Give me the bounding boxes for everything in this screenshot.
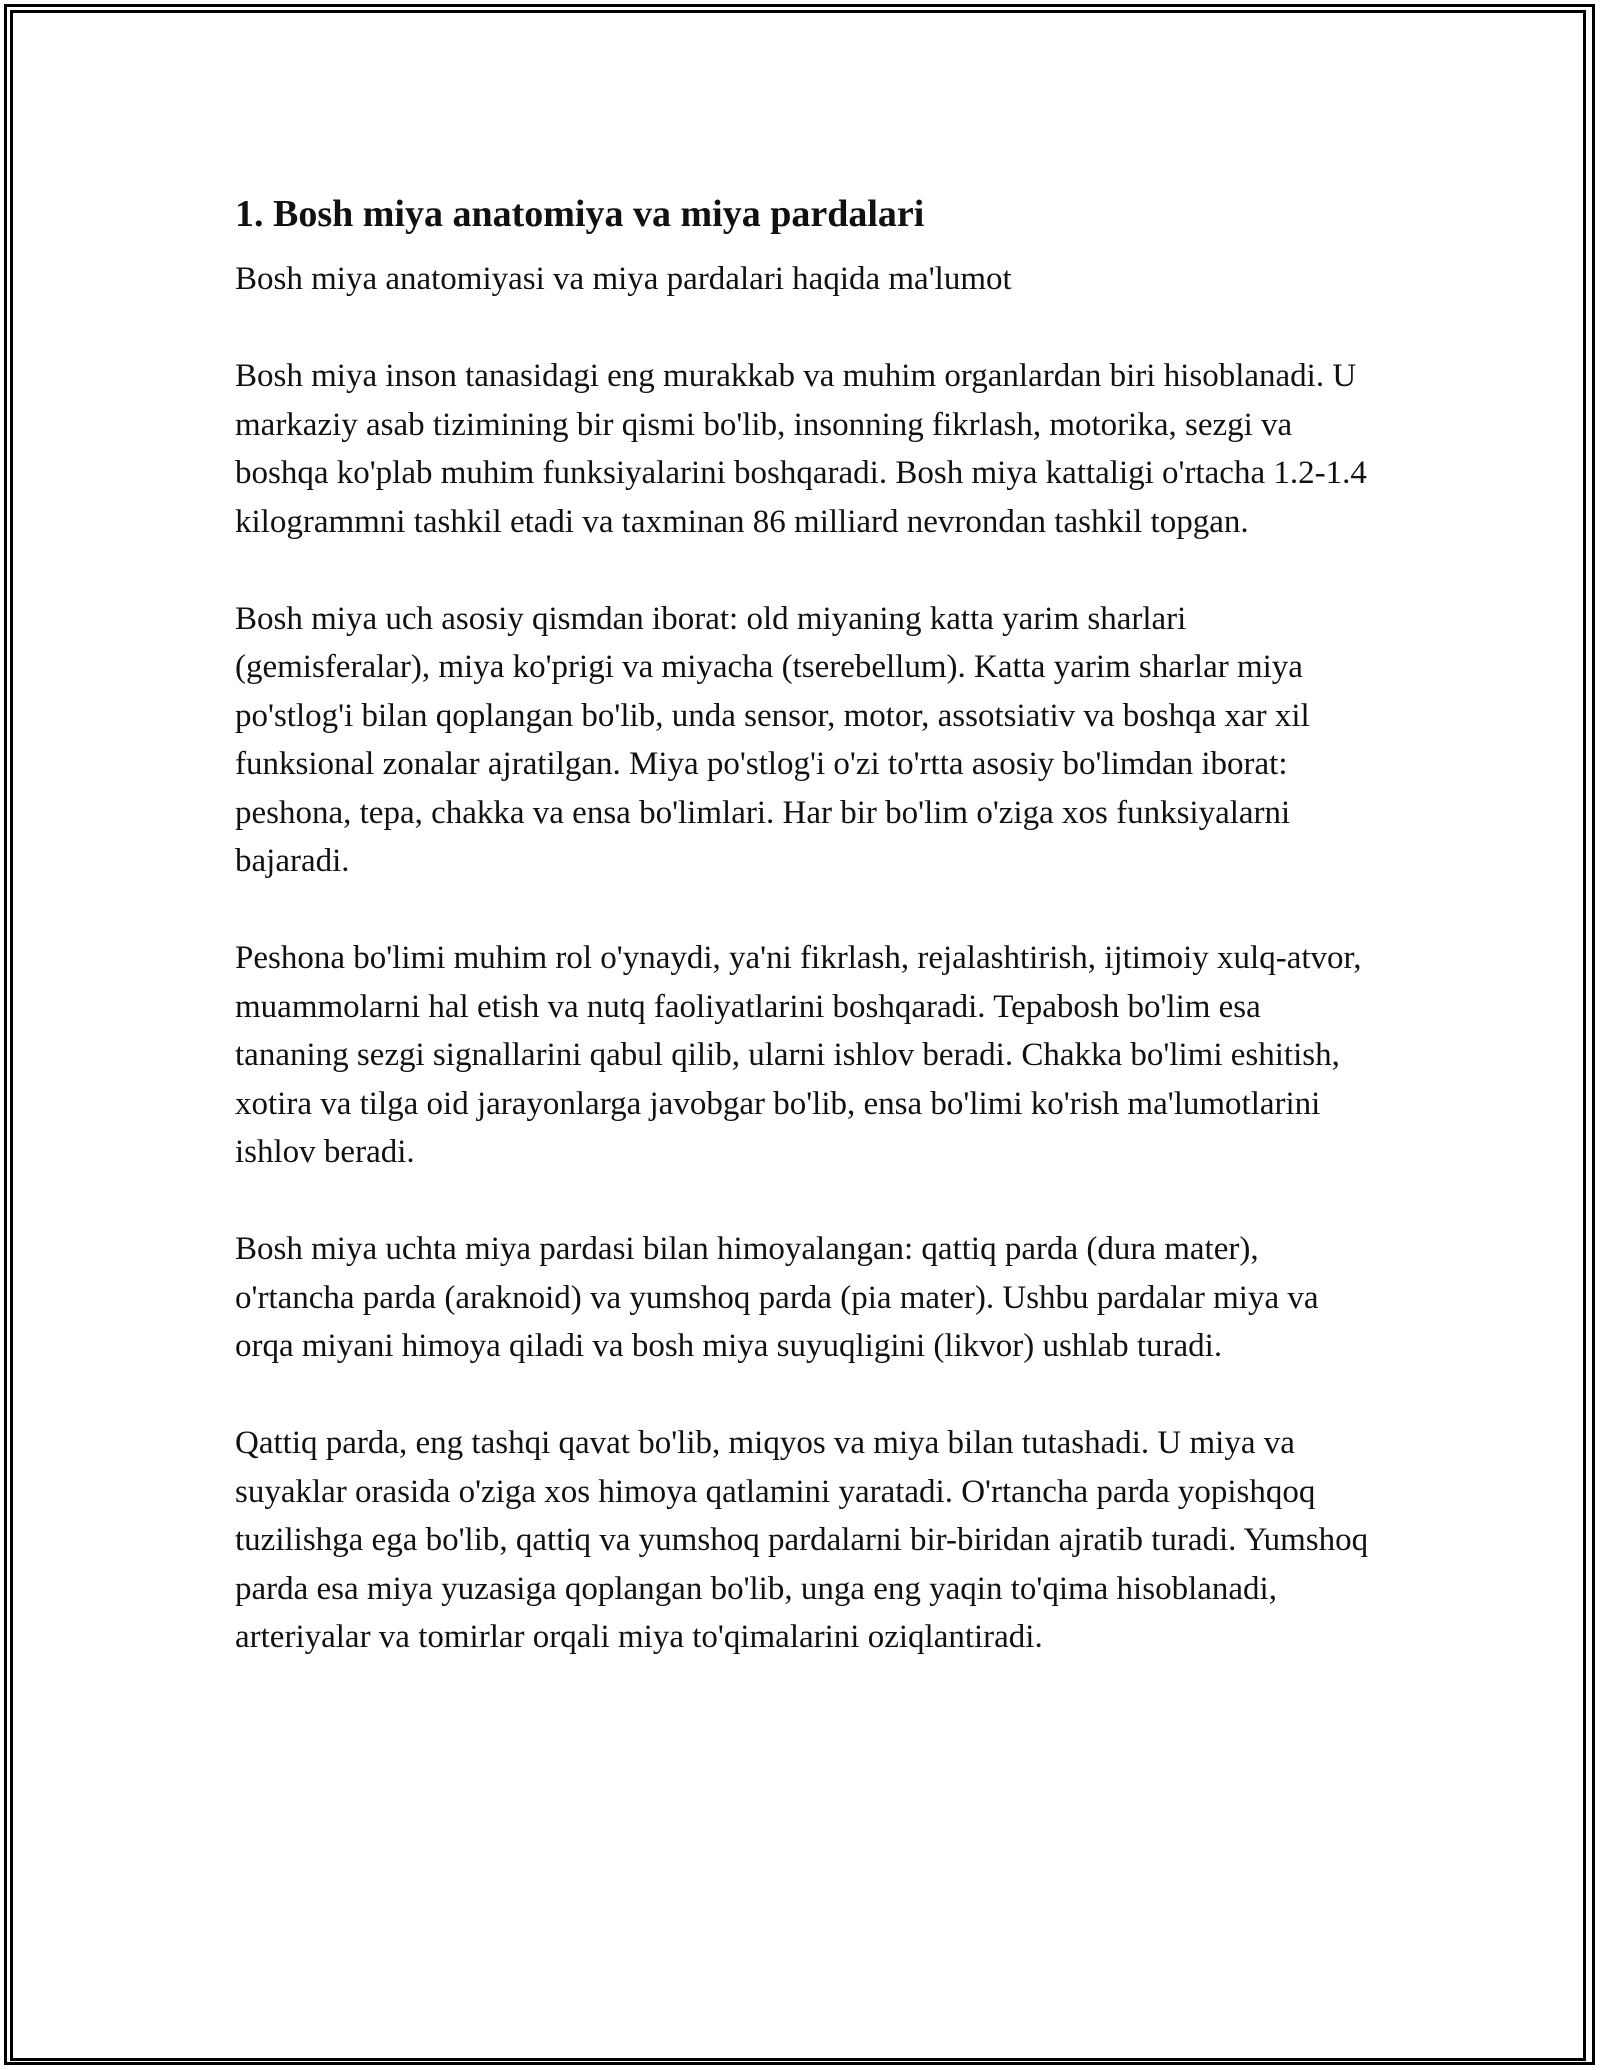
document-subtitle: Bosh miya anatomiyasi va miya pardalari haqida ma'lumot	[235, 261, 1012, 297]
paragraph-meninges-layers: Qattiq parda, eng tashqi qavat bo'lib, miqyos va miya bilan tutashadi. U miya va suyaklar orasida o'ziga xos himoya qatlamini yaratadi. O'rtancha parda yopishqoq tuzilishga ega bo'lib, qattiq va yumshoq pardalarni bir-biridan ajratib turadi. Yumshoq parda esa miya yuzasiga qoplangan bo'lib, unga eng yaqin to'qima hisoblanadi, arteriyalar va tomirlar orqali miya to'qimalarini oziqlantiradi.	[235, 1425, 1369, 1655]
document-body	[235, 185, 1370, 1710]
paragraph-brain-overview: Bosh miya inson tanasidagi eng murakkab va muhim organlardan biri hisoblanadi. U markaziy asab tizimining bir qismi bo'lib, insonning fikrlash, motorika, sezgi va boshqa ko'plab muhim funksiyalarini boshqaradi. Bosh miya kattaligi o'rtacha 1.2-1.4 kilogrammni tashkil etadi va taxminan 86 milliard nevrondan tashkil topgan.	[235, 358, 1367, 540]
paragraph-meninges: Bosh miya uchta miya pardasi bilan himoyalangan: qattiq parda (dura mater), o'rtancha parda (araknoid) va yumshoq parda (pia mater). Ushbu pardalar miya va orqa miyani himoya qiladi va bosh miya suyuqligini (likvor) ushlab turadi.	[235, 1231, 1319, 1364]
document-title: 1. Bosh miya anatomiya va miya pardalari	[235, 193, 925, 235]
paragraph-brain-parts: Bosh miya uch asosiy qismdan iborat: old miyaning katta yarim sharlari (gemisferalar), miya ko'prigi va miyacha (tserebellum). Katta yarim sharlar miya po'stlog'i bilan qoplangan bo'lib, unda sensor, motor, assotsiativ va boshqa xar xil funksional zonalar ajratilgan. Miya po'stlog'i o'zi to'rtta asosiy bo'limdan iborat: peshona, tepa, chakka va ensa bo'limlari. Har bir bo'lim o'ziga xos funksiyalarni bajaradi.	[235, 600, 1310, 879]
paragraph-lobe-functions: Peshona bo'limi muhim rol o'ynaydi, ya'ni fikrlash, rejalashtirish, ijtimoiy xulq-atvor, muammolarni hal etish va nutq faoliyatlarini boshqaradi. Tepabosh bo'lim esa tananing sezgi signallarini qabul qilib, ularni ishlov beradi. Chakka bo'limi eshitish, xotira va tilga oid jarayonlarga javobgar bo'lib, ensa bo'limi ko'rish ma'lumotlarini ishlov beradi.	[235, 940, 1362, 1170]
